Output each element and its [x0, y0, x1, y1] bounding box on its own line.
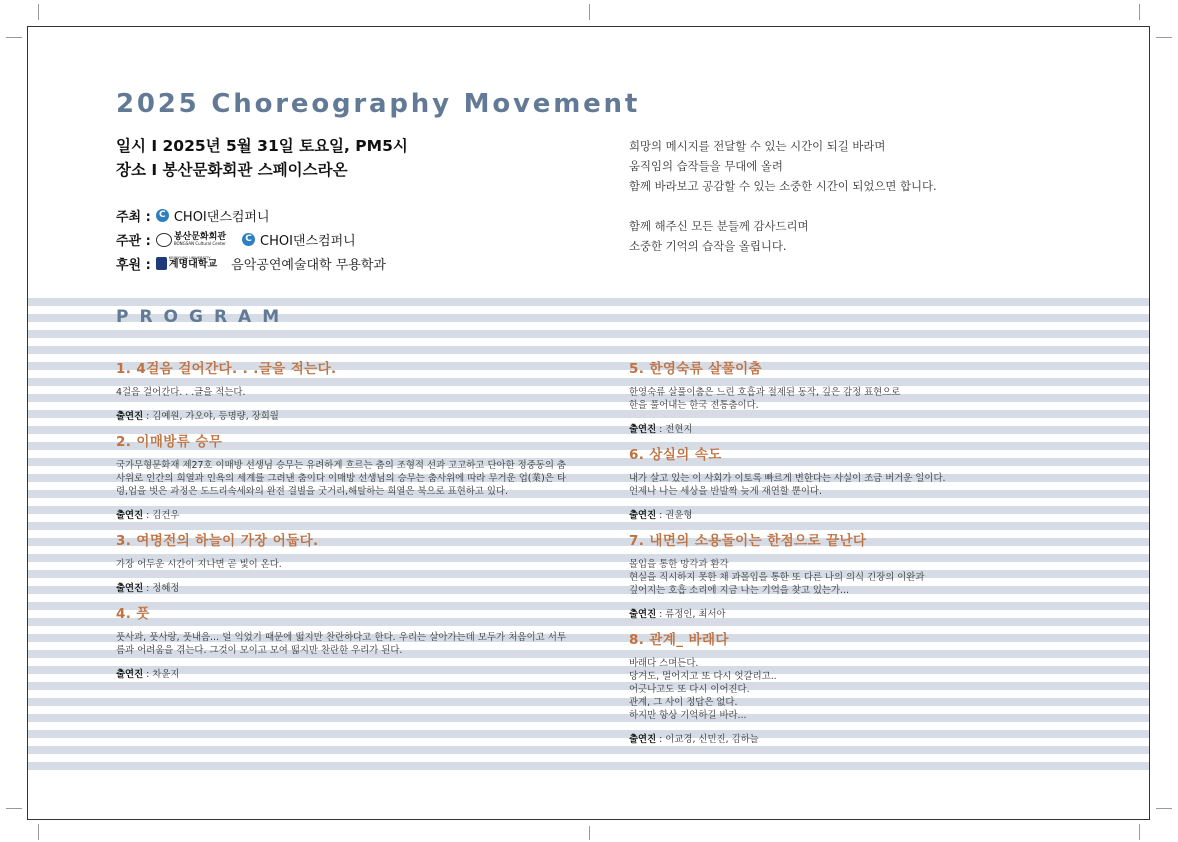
crop-mark: [1139, 824, 1140, 840]
program-item-title: 6. 상실의 속도: [629, 447, 722, 463]
crop-mark: [589, 826, 590, 840]
crop-mark: [1139, 4, 1140, 20]
message-line: 희망의 메시지를 전달할 수 있는 시간이 되길 바라며: [629, 139, 886, 153]
program-column-right: [629, 357, 1079, 753]
program-item-cast: 출연진 : 류정인, 최서아: [629, 609, 726, 620]
program-item-description: 국가무형문화재 제27호 이매방 선생님 승무는 유려하게 흐르는 춤의 조형적 선과 고고하고 단아한 정중동의 춤사위로 인간의 희열과 인욕의 세계를 그려낸 춤이다 이매방 선생님의 승무는 춤사위에 따라 무거운 업(業)은 타령,업을 벗은 과정은 도드리속세와의 완전 결별을 굿거리,해탈하는 희열은 북으로 표현하고 있다.: [116, 460, 566, 497]
program-item-title: 5. 한영숙류 살풀이춤: [629, 361, 763, 377]
keimyung-logo-icon: [156, 257, 217, 271]
program-item-cast: 출연진 : 정혜정: [116, 583, 180, 594]
program-item: [629, 628, 1079, 745]
message-line: 함께 해주신 모든 분들께 감사드리며: [629, 219, 809, 233]
program-item-cast: 출연진 : 차윤지: [116, 669, 180, 680]
bongsan-logo-text: 봉산문화회관: [173, 232, 227, 242]
program-item-description: 한영숙류 살풀이춤은 느린 호흡과 절제된 동작, 깊은 감정 표현으로 한을 풀어내는 한국 전통춤이다.: [629, 387, 901, 411]
program-item-title: 8. 관계_ 바래다: [629, 632, 729, 648]
keimyung-logo-text: 계명대학교: [168, 259, 218, 271]
keimyung-seal-icon: [156, 257, 167, 270]
program-item-cast: 출연진 : 전현지: [629, 424, 693, 435]
program-item-title: 3. 여명전의 하늘이 가장 어둡다.: [116, 533, 319, 549]
crop-mark: [38, 824, 39, 840]
crop-mark: [6, 808, 22, 809]
date-line: 일시 I 2025년 5월 31일 토요일, PM5시: [116, 137, 408, 155]
host-label: 주최 :: [116, 210, 151, 225]
sponsor-row: [116, 254, 386, 273]
program-column-left: [116, 357, 566, 688]
program-item-title: 1. 4걸음 걸어간다. . .글을 적는다.: [116, 361, 337, 377]
keimyung-logo-subtext: KEIMYUNG UNIVERSITY: [168, 255, 211, 260]
program-item-title: 4. 풋: [116, 606, 150, 622]
program-item: [629, 529, 1079, 620]
crop-mark: [6, 37, 22, 38]
message-block: [629, 136, 937, 256]
program-item-cast: 출연진 : 이교경, 신민진, 김하늘: [629, 734, 759, 745]
program-item: [116, 430, 566, 521]
program-item: [629, 357, 1079, 435]
choi-logo-icon: C: [156, 209, 169, 222]
program-item: [629, 443, 1079, 521]
program-heading: PROGRAM: [116, 307, 291, 327]
organizer-label: 주관 :: [116, 234, 151, 249]
program-item-title: 7. 내면의 소용돌이는 한점으로 끝난다: [629, 533, 867, 549]
message-line: 함께 바라보고 공감할 수 있는 소중한 시간이 되었으면 합니다.: [629, 179, 937, 193]
program-item-description: 몰입을 통한 망각과 환각 현실을 직시하지 못한 채 과몰입을 통한 또 다른 나의 의식 긴장의 이완과 깊어지는 호흡 소리에 지금 나는 기억을 찾고 있는가...: [629, 559, 925, 596]
program-item-description: 가장 어두운 시간이 지나면 곧 빛이 온다.: [116, 559, 282, 570]
crop-mark: [589, 4, 590, 20]
program-item: [116, 357, 566, 422]
sponsor-name: 음악공연예술대학 무용학과: [231, 258, 386, 273]
program-item: [116, 529, 566, 594]
message-line: 소중한 기억의 습작을 올립니다.: [629, 239, 787, 253]
crop-mark: [1156, 808, 1172, 809]
bongsan-mark-icon: [156, 233, 172, 247]
program-item-description: 바래다 스며든다. 당겨도, 멀어지고 또 다시 엇갈리고.. 어긋나고도 또 다시 이어진다. 관계, 그 사이 정답은 없다. 하지만 항상 기억하길 바라...: [629, 658, 777, 721]
program-item-description: 풋사과, 풋사랑, 풋내음... 덜 익었기 때문에 떫지만 찬란하다고 한다. 우리는 살아가는데 모두가 처음이고 서투름과 어려움을 겪는다. 그것이 모이고 모여 떫지만 찬란한 우리가 된다.: [116, 632, 566, 656]
sponsor-label: 후원 :: [116, 258, 151, 273]
brochure-page: [27, 26, 1150, 820]
message-line: 움직임의 습작들을 무대에 올려: [629, 159, 783, 173]
program-item-cast: 출연진 : 김건우: [116, 510, 180, 521]
program-item: [116, 602, 566, 680]
bongsan-logo-icon: [156, 233, 226, 247]
program-item-description: 4걸음 걸어간다. . .글을 적는다.: [116, 387, 246, 398]
choi-logo-icon: C: [242, 233, 255, 246]
program-item-title: 2. 이매방류 승무: [116, 434, 223, 450]
organizer-row: [116, 230, 356, 249]
program-item-cast: 출연진 : 김예원, 가오야, 등명량, 장희월: [116, 411, 279, 422]
host-name: CHOI댄스컴퍼니: [173, 210, 270, 225]
venue-line: 장소 I 봉산문화회관 스페이스라온: [116, 161, 348, 179]
crop-mark: [38, 4, 39, 20]
host-row: [116, 206, 270, 225]
program-item-cast: 출연진 : 권윤형: [629, 510, 693, 521]
program-item-description: 내가 살고 있는 이 사회가 이토록 빠르게 변한다는 사실이 조금 버거운 일이다. 언제나 나는 세상을 반발짝 늦게 재연할 뿐이다.: [629, 473, 946, 497]
page-title: 2025 Choreography Movement: [116, 89, 641, 119]
organizer-name: CHOI댄스컴퍼니: [260, 234, 356, 249]
crop-mark: [1156, 37, 1172, 38]
bongsan-logo-subtext: BONGSAN Cultural Center: [173, 241, 226, 246]
